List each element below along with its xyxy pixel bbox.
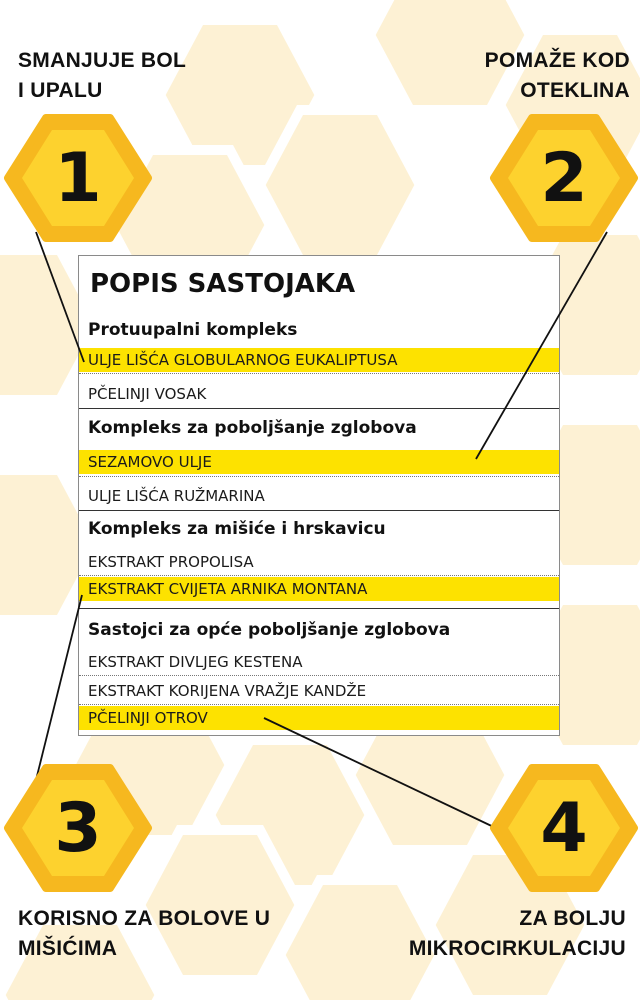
group-title-anti-inflammatory: Protuupalni kompleks <box>88 320 298 340</box>
group-title-joint-complex: Kompleks za poboljšanje zglobova <box>88 418 417 438</box>
badge-number-3: 3 <box>54 788 102 868</box>
ingredient-row: ULJE LIŠĆA GLOBULARNOG EUKALIPTUSA <box>79 348 559 372</box>
ingredients-title: POPIS SASTOJAKA <box>90 269 356 299</box>
ingredient-row: EKSTRAKT PROPOLISA <box>88 553 254 571</box>
badge-number-4: 4 <box>540 788 588 868</box>
badge-number-1: 1 <box>54 138 102 218</box>
benefit-label-3: KORISNO ZA BOLOVE U MIŠIĆIMA <box>18 907 271 960</box>
benefit-badge-4 <box>488 762 640 894</box>
benefit-label-2: POMAŽE KOD OTEKLINA <box>484 49 630 102</box>
group-title-general-joint: Sastojci za opće poboljšanje zglobova <box>88 620 451 640</box>
benefit-badge-1 <box>2 112 154 244</box>
benefit-badge-3 <box>2 762 154 894</box>
benefit-badge-2 <box>488 112 640 244</box>
row-divider <box>79 373 559 374</box>
ingredient-row: SEZAMOVO ULJE <box>79 450 559 474</box>
ingredient-row: EKSTRAKT CVIJETA ARNIKA MONTANA <box>79 577 559 601</box>
ingredient-row: PČELINJI VOSAK <box>88 385 207 403</box>
group-divider <box>79 510 559 511</box>
benefit-label-1: SMANJUJE BOL I UPALU <box>18 49 187 102</box>
row-divider <box>79 476 559 477</box>
ingredients-card <box>78 255 560 736</box>
ingredient-row: ULJE LIŠĆA RUŽMARINA <box>88 487 265 505</box>
benefit-label-4: ZA BOLJU MIKROCIRKULACIJU <box>408 907 626 960</box>
row-divider <box>79 675 559 676</box>
ingredient-row: PČELINJI OTROV <box>79 706 559 730</box>
group-divider <box>79 408 559 409</box>
ingredient-row: EKSTRAKT KORIJENA VRAŽJE KANDŽE <box>88 682 367 700</box>
row-divider <box>79 575 559 576</box>
group-divider <box>79 608 559 609</box>
group-title-muscle-cartilage: Kompleks za mišiće i hrskavicu <box>88 519 386 539</box>
row-divider <box>79 704 559 705</box>
badge-number-2: 2 <box>540 138 588 218</box>
ingredient-row: EKSTRAKT DIVLJEG KESTENA <box>88 653 303 671</box>
